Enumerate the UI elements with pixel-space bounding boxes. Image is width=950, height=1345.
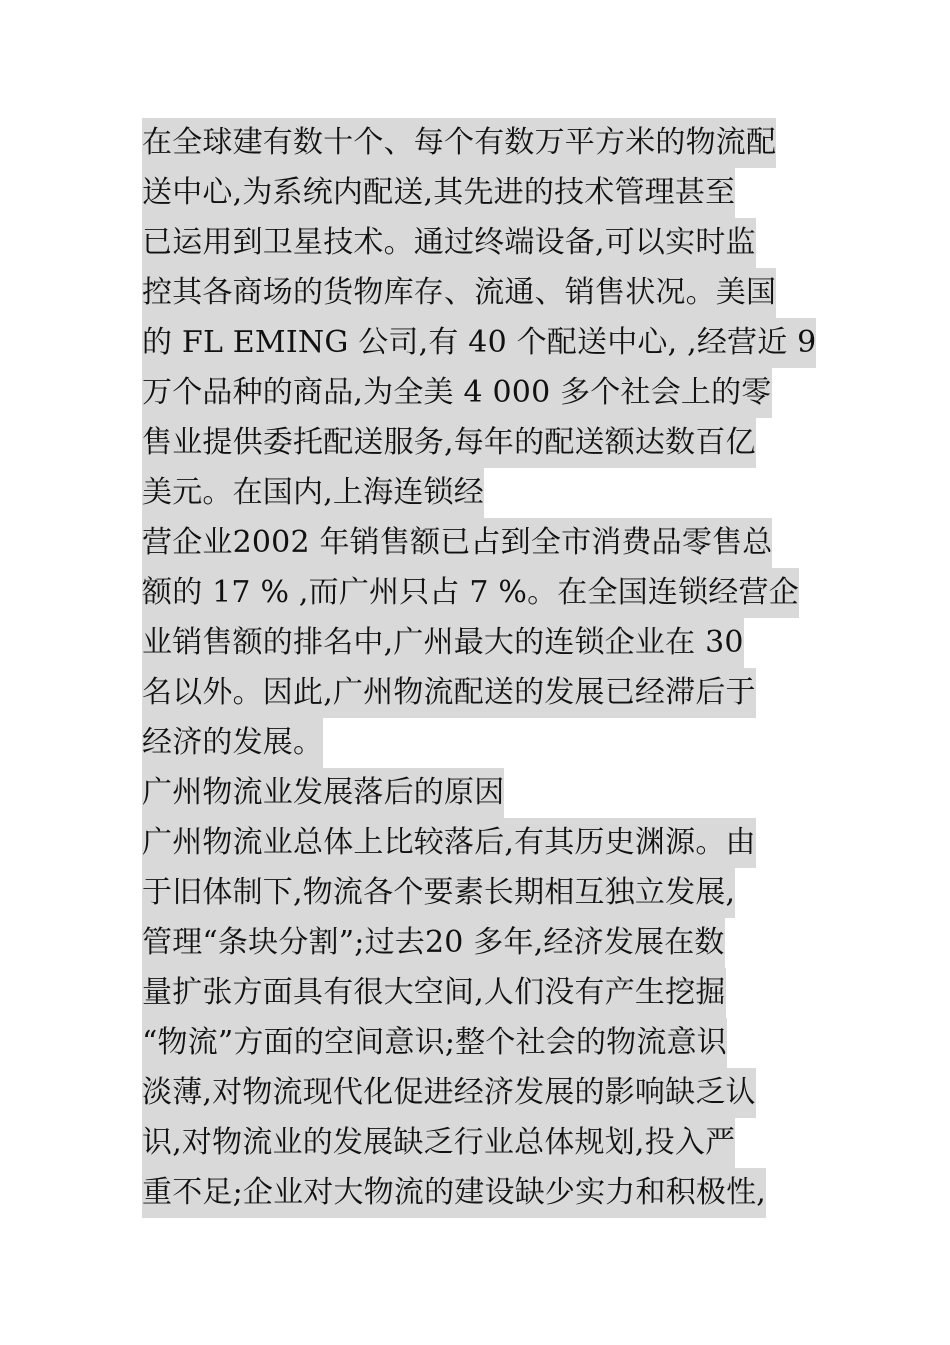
text-line-3: 已运用到卫星技术。通过终端设备,可以实时监 <box>142 218 756 268</box>
text-line-19: “物流”方面的空间意识;整个社会的物流意识 <box>142 1018 727 1068</box>
text-line-7: 售业提供委托配送服务,每年的配送额达数百亿 <box>142 418 756 468</box>
text-line-20: 淡薄,对物流现代化促进经济发展的影响缺乏认 <box>142 1068 756 1118</box>
text-line-2: 送中心,为系统内配送,其先进的技术管理甚至 <box>142 168 735 218</box>
section-heading: 广州物流业发展落后的原因 <box>142 768 504 818</box>
text-line-10: 额的 17 % ,而广州只占 7 %。在全国连锁经营企 <box>142 568 799 618</box>
text-line-13: 经济的发展。 <box>142 718 323 768</box>
text-line-4: 控其各商场的货物库存、流通、销售状况。美国 <box>142 268 776 318</box>
text-line-8: 美元。在国内,上海连锁经 <box>142 468 484 518</box>
text-line-5: 的 FL EMING 公司,有 40 个配送中心, ,经营近 9 <box>142 318 816 368</box>
text-line-21: 识,对物流业的发展缺乏行业总体规划,投入严 <box>142 1118 735 1168</box>
text-line-22: 重不足;企业对大物流的建设缺少实力和积极性, <box>142 1168 766 1218</box>
text-line-9: 营企业2002 年销售额已占到全市消费品零售总 <box>142 518 772 568</box>
text-line-16: 于旧体制下,物流各个要素长期相互独立发展, <box>142 868 735 918</box>
text-line-17: 管理“条块分割”;过去20 多年,经济发展在数 <box>142 918 725 968</box>
text-line-12: 名以外。因此,广州物流配送的发展已经滞后于 <box>142 668 756 718</box>
text-line-11: 业销售额的排名中,广州最大的连锁企业在 30 <box>142 618 744 668</box>
text-line-15: 广州物流业总体上比较落后,有其历史渊源。由 <box>142 818 756 868</box>
text-line-6: 万个品种的商品,为全美 4 000 多个社会上的零 <box>142 368 772 418</box>
text-line-18: 量扩张方面具有很大空间,人们没有产生挖掘 <box>142 968 726 1018</box>
text-line-1: 在全球建有数十个、每个有数万平方米的物流配 <box>142 118 776 168</box>
document-body <box>142 118 832 1218</box>
